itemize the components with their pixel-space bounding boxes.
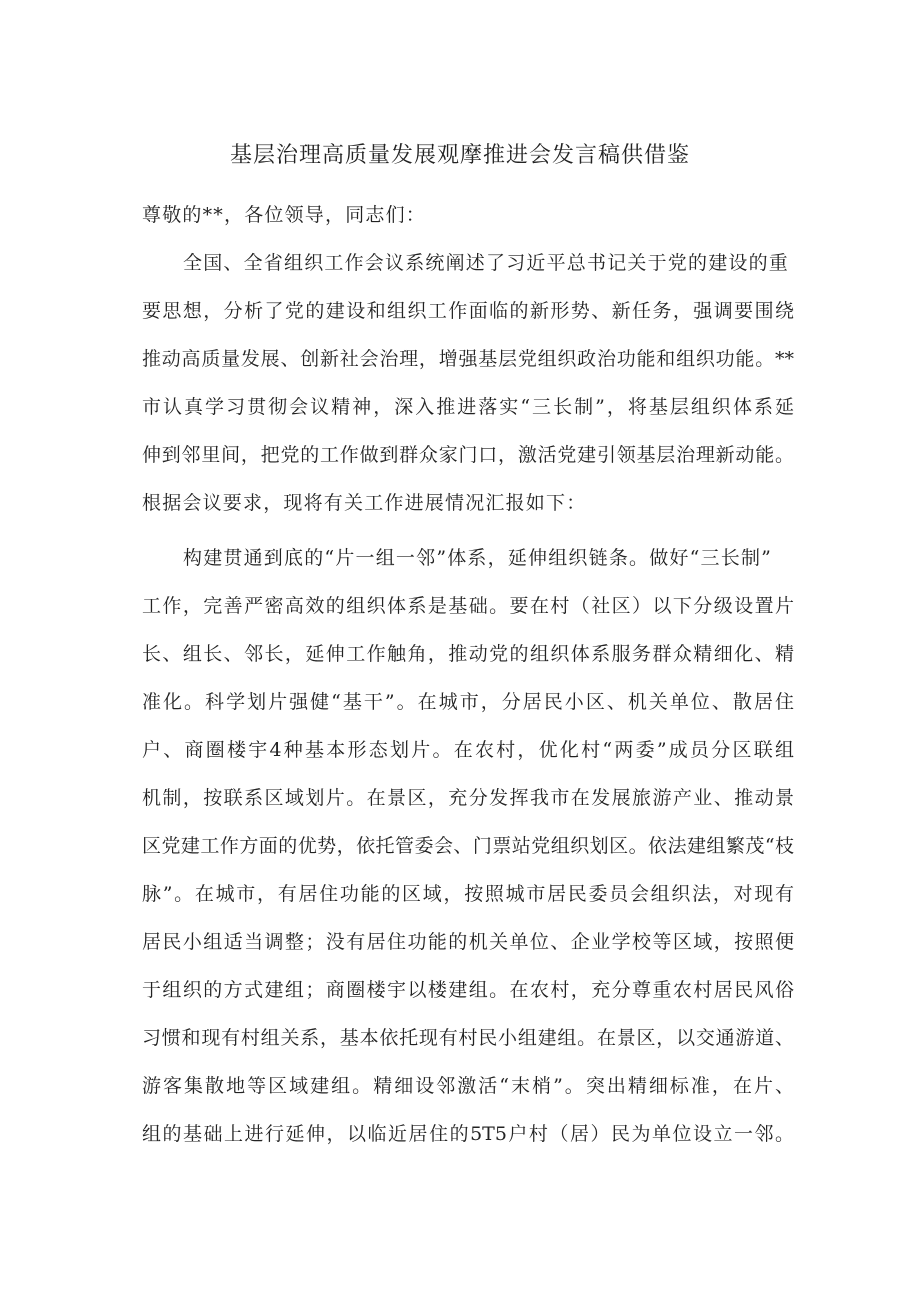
paragraph-2-line-12: 游客集散地等区域建组。精细设邻激活“末梢”。突出精细标准，在片、 bbox=[142, 1075, 794, 1097]
document-title: 基层治理高质量发展观摩推进会发言稿供借鉴 bbox=[229, 143, 690, 168]
paragraph-1-line-3: 推动高质量发展、创新社会治理，增强基层党组织政治功能和组织功能。** bbox=[142, 348, 794, 370]
salutation: 尊敬的**，各位领导，同志们： bbox=[142, 204, 427, 226]
paragraph-2-line-1: 构建贯通到底的“片一组一邻”体系，延伸组织链条。做好“三长制” bbox=[183, 547, 773, 569]
paragraph-2-line-10: 于组织的方式建组；商圈楼宇以楼建组。在农村，充分尊重农村居民风俗 bbox=[142, 979, 794, 1001]
paragraph-2-line-6: 机制，按联系区域划片。在景区，充分发挥我市在发展旅游产业、推动景 bbox=[142, 787, 794, 809]
paragraph-2-line-7: 区党建工作方面的优势，依托管委会、门票站党组织划区。依法建组繁茂“枝 bbox=[142, 835, 794, 857]
paragraph-1-line-4: 市认真学习贯彻会议精神，深入推进落实“三长制”，将基层组织体系延 bbox=[142, 396, 794, 418]
paragraph-2-line-2: 工作，完善严密高效的组织体系是基础。要在村（社区）以下分级设置片 bbox=[142, 595, 794, 617]
paragraph-2-line-9: 居民小组适当调整；没有居住功能的机关单位、企业学校等区域，按照便 bbox=[142, 931, 794, 953]
paragraph-1-line-1: 全国、全省组织工作会议系统阐述了习近平总书记关于党的建设的重 bbox=[183, 252, 790, 274]
paragraph-1-line-6: 根据会议要求，现将有关工作进展情况汇报如下： bbox=[142, 492, 587, 514]
paragraph-2-line-8: 脉”。在城市，有居住功能的区域，按照城市居民委员会组织法，对现有 bbox=[142, 883, 794, 905]
paragraph-2-line-11: 习惯和现有村组关系，基本依托现有村民小组建组。在景区，以交通游道、 bbox=[142, 1027, 794, 1049]
paragraph-2-line-5: 户、商圈楼宇4种基本形态划片。在农村，优化村“两委”成员分区联组 bbox=[142, 739, 794, 761]
paragraph-2-line-13: 组的基础上进行延伸，以临近居住的5T5户村（居）民为单位设立一邻。 bbox=[142, 1123, 794, 1145]
paragraph-2-line-3: 长、组长、邻长，延伸工作触角，推动党的组织体系服务群众精细化、精 bbox=[142, 643, 794, 665]
paragraph-1-line-5: 伸到邻里间，把党的工作做到群众家门口，激活党建引领基层治理新动能。 bbox=[142, 444, 794, 466]
paragraph-1-line-2: 要思想，分析了党的建设和组织工作面临的新形势、新任务，强调要围绕 bbox=[142, 300, 794, 322]
paragraph-2-line-4: 准化。科学划片强健“基干”。在城市，分居民小区、机关单位、散居住 bbox=[142, 691, 794, 713]
